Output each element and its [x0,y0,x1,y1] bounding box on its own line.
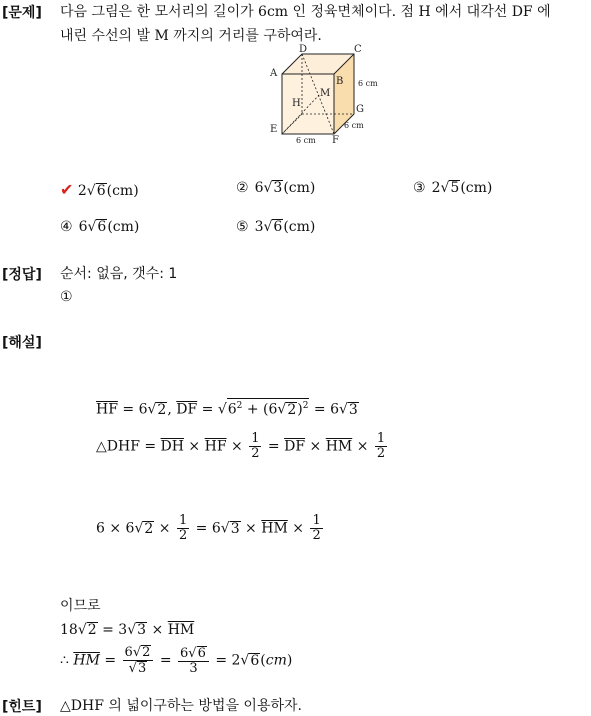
point-h-label: H [292,98,301,109]
vertex-b-label: B [336,76,344,87]
vertex-a-label: A [270,68,278,79]
vertex-g-label: G [356,104,364,115]
answer-line2: ① [60,289,73,305]
vertex-d-label: D [299,44,308,55]
cube-figure [262,44,382,146]
solution-eq3: 6 × 6√2 × $\frac{1}{2}$ = $6√3 \times \overline{HM}$ × $\frac{1}{2}$ [96,513,321,543]
dim-label-fg: 6 cm [344,121,364,130]
solution-label: [해설] [2,335,42,351]
option-4[interactable]: ④ 6√6(cm) [60,219,140,235]
vertex-e-label: E [270,124,278,135]
option-5[interactable]: ⑤ 3√6(cm) [236,219,316,235]
solution-eq2: △DHF = $\overline{DH} \times \overline{HF}$ × $\frac{1}{2}$ = $\overline{DF} \times \overline{HM}$ × $\frac{1}{2}$ [96,431,386,461]
hint-text: △DHF 의 넓이구하는 방법을 이용하자. [60,698,302,714]
hint-label: [힌트] [2,699,42,715]
vertex-f-label: F [332,135,339,146]
problem-text-line2: 내린 수선의 발 M 까지의 거리를 구하여라. [60,28,322,44]
solution-connector: 이므로 [60,598,101,614]
cube-front-face [282,74,334,134]
check-icon: ✔ [60,180,74,199]
option-2[interactable]: ② 6√3(cm) [236,180,316,196]
problem-label: [문제] [2,5,42,21]
option-1[interactable]: ✔ 2√6(cm) [60,180,139,199]
vertex-c-label: C [354,44,362,55]
solution-eq4: $18√2 = 3√3 \times \overline{HM}$ [60,622,195,638]
solution-eq1: $\overline{HF} = 6√2$, $\overline{DF} = √6^2 + (6√2)^2 = 6√3$ [96,398,359,418]
dim-label-ef: 6 cm [296,136,316,145]
dim-label-cg: 6 cm [358,79,378,88]
point-m-label: M [320,88,331,99]
answer-label: [정답] [2,267,42,283]
option-3[interactable]: ③ 2√5(cm) [413,180,493,196]
answer-line1: 순서: 없음, 갯수: 1 [60,266,178,282]
problem-text-line1: 다음 그림은 한 모서리의 길이가 6cm 인 정육면체이다. 점 H 에서 대각선 DF 에 [60,4,551,20]
solution-eq5: ∴ $\overline{HM}$ = $\frac{6√2}{√3}$ = $\frac{6√6}{3}$ = 2√6(cm) [60,645,293,676]
